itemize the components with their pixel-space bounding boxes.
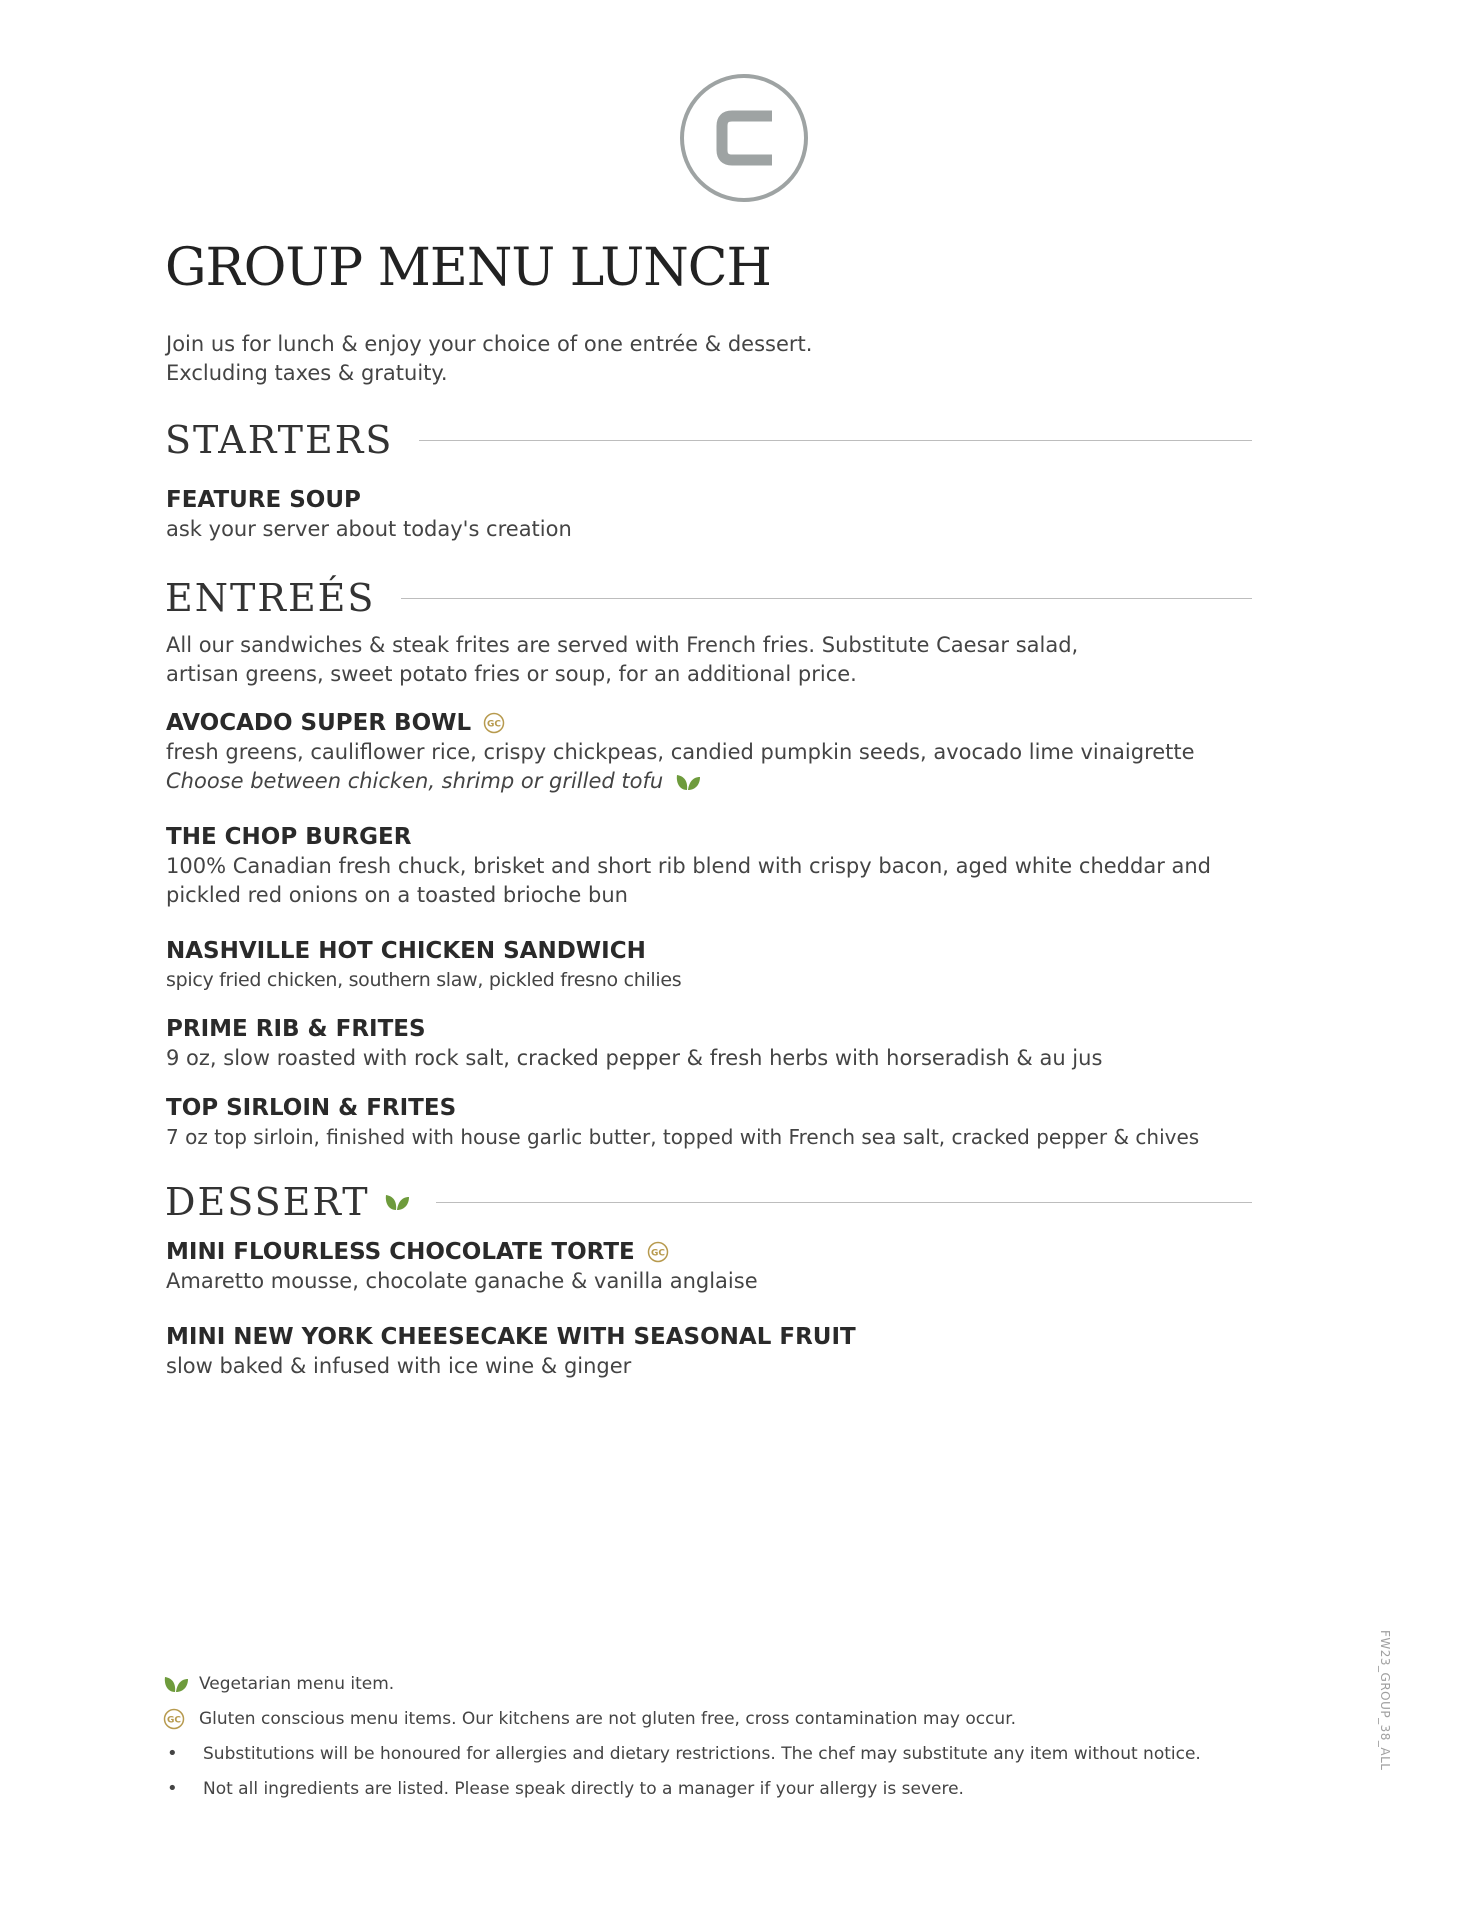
section-header-dessert (165, 1182, 1252, 1222)
menu-item (166, 1093, 1199, 1152)
bullet-icon: • (167, 1743, 178, 1764)
intro-line: Join us for lunch & enjoy your choice of one entrée & dessert. (166, 332, 813, 356)
item-description: spicy fried chicken, southern slaw, pickled fresno chilies (166, 969, 682, 991)
leaf-icon (163, 1674, 199, 1694)
item-description: pickled red onions on a toasted brioche bun (166, 883, 628, 907)
legend-text: Not all ingredients are listed. Please speak directly to a manager if your allergy is severe. (203, 1778, 964, 1799)
section-header-starters (165, 420, 1252, 460)
entrees-intro (166, 631, 1078, 689)
item-description: 9 oz, slow roasted with rock salt, cracked pepper & fresh herbs with horseradish & au jus (166, 1046, 1103, 1070)
menu-item (166, 485, 572, 544)
bullet-icon: • (167, 1778, 178, 1799)
menu-item (166, 822, 1211, 910)
section-divider (419, 440, 1252, 441)
item-name: PRIME RIB & FRITES (166, 1016, 426, 1042)
entrees-intro-line: All our sandwiches & steak frites are served with French fries. Substitute Caesar salad, (166, 633, 1079, 657)
gc-badge-text: GC (167, 1715, 181, 1725)
gc-badge-text: GC (487, 719, 502, 730)
section-title: STARTERS (165, 418, 394, 462)
item-description: fresh greens, cauliflower rice, crispy chickpeas, candied pumpkin seeds, avocado lime vinaigrette (166, 740, 1195, 764)
legend-text: Vegetarian menu item. (199, 1673, 395, 1694)
intro-text (166, 330, 812, 388)
section-title: DESSERT (165, 1180, 370, 1224)
menu-item (166, 708, 1195, 796)
document-code: FW23_GROUP_38_ALL (1378, 1630, 1392, 1771)
item-description: 7 oz top sirloin, finished with house garlic butter, topped with French sea salt, cracked pepper & chives (166, 1125, 1200, 1149)
item-name: MINI FLOURLESS CHOCOLATE TORTE (166, 1239, 635, 1265)
section-header-entrees (165, 578, 1252, 618)
menu-item (166, 1237, 758, 1296)
gc-badge-icon (163, 1708, 199, 1730)
menu-item (166, 1322, 856, 1381)
section-title: ENTREÉS (165, 576, 376, 620)
entrees-intro-line: artisan greens, sweet potato fries or soup, for an additional price. (166, 662, 857, 686)
section-divider (436, 1202, 1252, 1203)
gc-badge-icon (647, 1241, 669, 1263)
item-description: ask your server about today's creation (166, 517, 572, 541)
legend-text: Gluten conscious menu items. Our kitchens are not gluten free, cross contamination may occur. (199, 1708, 1017, 1729)
section-divider (401, 598, 1252, 599)
legend-row (163, 1666, 1201, 1701)
item-name: TOP SIRLOIN & FRITES (166, 1095, 457, 1121)
item-name: NASHVILLE HOT CHICKEN SANDWICH (166, 938, 646, 964)
gc-badge-icon (483, 712, 505, 734)
leaf-icon (675, 772, 701, 792)
legend (163, 1666, 1201, 1806)
legend-text: Substitutions will be honoured for allergies and dietary restrictions. The chef may substitute any item without notice. (203, 1743, 1201, 1764)
item-description: Amaretto mousse, chocolate ganache & vanilla anglaise (166, 1269, 758, 1293)
item-name: AVOCADO SUPER BOWL (166, 710, 472, 736)
item-name: THE CHOP BURGER (166, 824, 412, 850)
gc-badge-text: GC (650, 1248, 665, 1259)
item-name: FEATURE SOUP (166, 487, 361, 513)
item-name: MINI NEW YORK CHEESECAKE WITH SEASONAL FRUIT (166, 1324, 856, 1350)
item-description: 100% Canadian fresh chuck, brisket and short rib blend with crispy bacon, aged white cheddar and (166, 854, 1212, 878)
legend-row (163, 1701, 1201, 1736)
legend-row (163, 1771, 1201, 1806)
menu-item (166, 1014, 1102, 1073)
intro-line: Excluding taxes & gratuity. (166, 361, 448, 385)
menu-item (166, 936, 681, 995)
leaf-icon (384, 1192, 410, 1212)
page-title: GROUP MENU LUNCH (165, 238, 771, 298)
item-description: slow baked & infused with ice wine & ginger (166, 1354, 632, 1378)
item-note: Choose between chicken, shrimp or grilled tofu (166, 769, 664, 793)
chop-c-logo-icon (678, 72, 810, 204)
legend-row (163, 1736, 1201, 1771)
